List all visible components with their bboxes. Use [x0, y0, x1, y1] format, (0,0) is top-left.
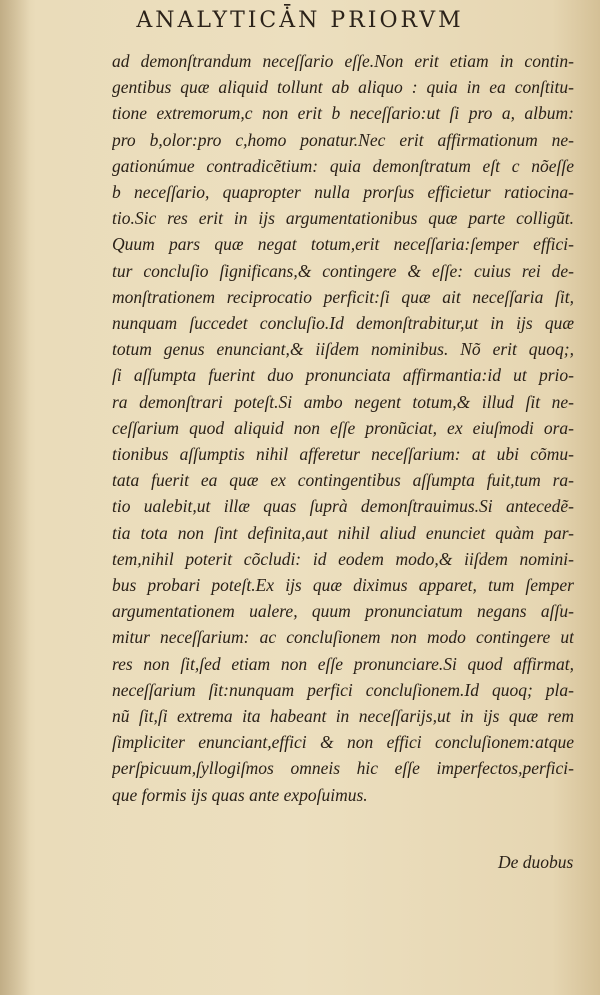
- text-line: gationúmue contradicẽtium: quia demonſtratum eſt c nõeſſe: [112, 155, 574, 176]
- text-line: argumentationem ualere, quum pronunciatum negans aſſu-: [112, 601, 574, 622]
- text-line: tionibus aſſumptis nihil afferetur neceſſarium: at ubi cõmu-: [112, 444, 574, 465]
- text-line: tione extremorum,c non erit b neceſſario:ut ſi pro a, album:: [112, 103, 574, 124]
- catchword: De duobus: [498, 852, 574, 872]
- text-line: tur concluſio ſignificans,& contingere & eſſe: cuius rei de-: [112, 260, 574, 281]
- text-line: totum genus enunciant,& iiſdem nominibus. Nõ erit quoq;,: [112, 339, 574, 360]
- text-line: ceſſarium quod aliquid non eſſe pronũciat, ex eiuſmodi ora-: [112, 417, 574, 438]
- text-line: tio ualebit,ut illæ quas ſuprà demonſtrauimus.Si antecedẽ-: [112, 496, 574, 517]
- text-line: ad demonſtrandum neceſſario eſſe.Non erit etiam in contin-: [112, 51, 574, 71]
- text-line: neceſſarium ſit:nunquam perfici concluſionem.Id quoq; pla-: [112, 679, 574, 700]
- text-line: tata fuerit ea quæ ex contingentibus aſſumpta fuit,tum ra-: [112, 470, 574, 491]
- text-line: b neceſſario, quapropter nulla prorſus efficietur ratiocina-: [112, 182, 574, 203]
- text-line: res non ſit,ſed etiam non eſſe pronunciare.Si quod affirmat,: [112, 653, 574, 674]
- text-line: perſpicuum,ſyllogiſmos omneis hic eſſe imperfectos,perfici-: [112, 758, 574, 779]
- text-line: Quum pars quæ negat totum,erit neceſſaria:ſemper effici-: [112, 234, 574, 255]
- text-line: ra demonſtrari poteſt.Si ambo negent totum,& illud ſit ne-: [112, 391, 574, 412]
- text-line: ſi aſſumpta fuerint duo pronunciata affirmantia:id ut prio-: [112, 365, 574, 386]
- running-head: ANALYTICǠN PRIORVM: [136, 8, 464, 33]
- text-line: mitur neceſſarium: ac concluſionem non modo contingere ut: [112, 627, 574, 648]
- text-line: nunquam ſuccedet concluſio.Id demonſtrabitur,ut in ijs quæ: [112, 313, 574, 334]
- text-block: [112, 48, 574, 808]
- text-line: que formis ijs quas ante expoſuimus.: [112, 784, 368, 805]
- text-line: monſtrationem reciprocatio perficit:ſi quæ ait neceſſaria ſit,: [112, 286, 574, 307]
- text-line: bus probari poteſt.Ex ijs quæ diximus apparet, tum ſemper: [112, 575, 574, 596]
- gutter-shadow: [0, 0, 30, 995]
- text-line: pro b,olor:pro c,homo ponatur.Nec erit affirmationum ne-: [112, 129, 574, 150]
- text-line: gentibus quæ aliquid tollunt ab aliquo : quia in ea conſtitu-: [112, 77, 574, 98]
- text-line: tio.Sic res erit in ijs argumentationibus quæ parte colligũt.: [112, 208, 574, 229]
- text-line: nũ ſit,ſi extrema ita habeant in neceſſarijs,ut in ijs quæ rem: [112, 706, 574, 727]
- text-line: tia tota non ſint definita,aut nihil aliud enunciet quàm par-: [112, 522, 574, 543]
- text-line: tem,nihil poterit cõcludi: id eodem modo,& iiſdem nomini-: [112, 548, 574, 569]
- text-line: ſimpliciter enunciant,effici & non effici concluſionem:atque: [112, 732, 574, 753]
